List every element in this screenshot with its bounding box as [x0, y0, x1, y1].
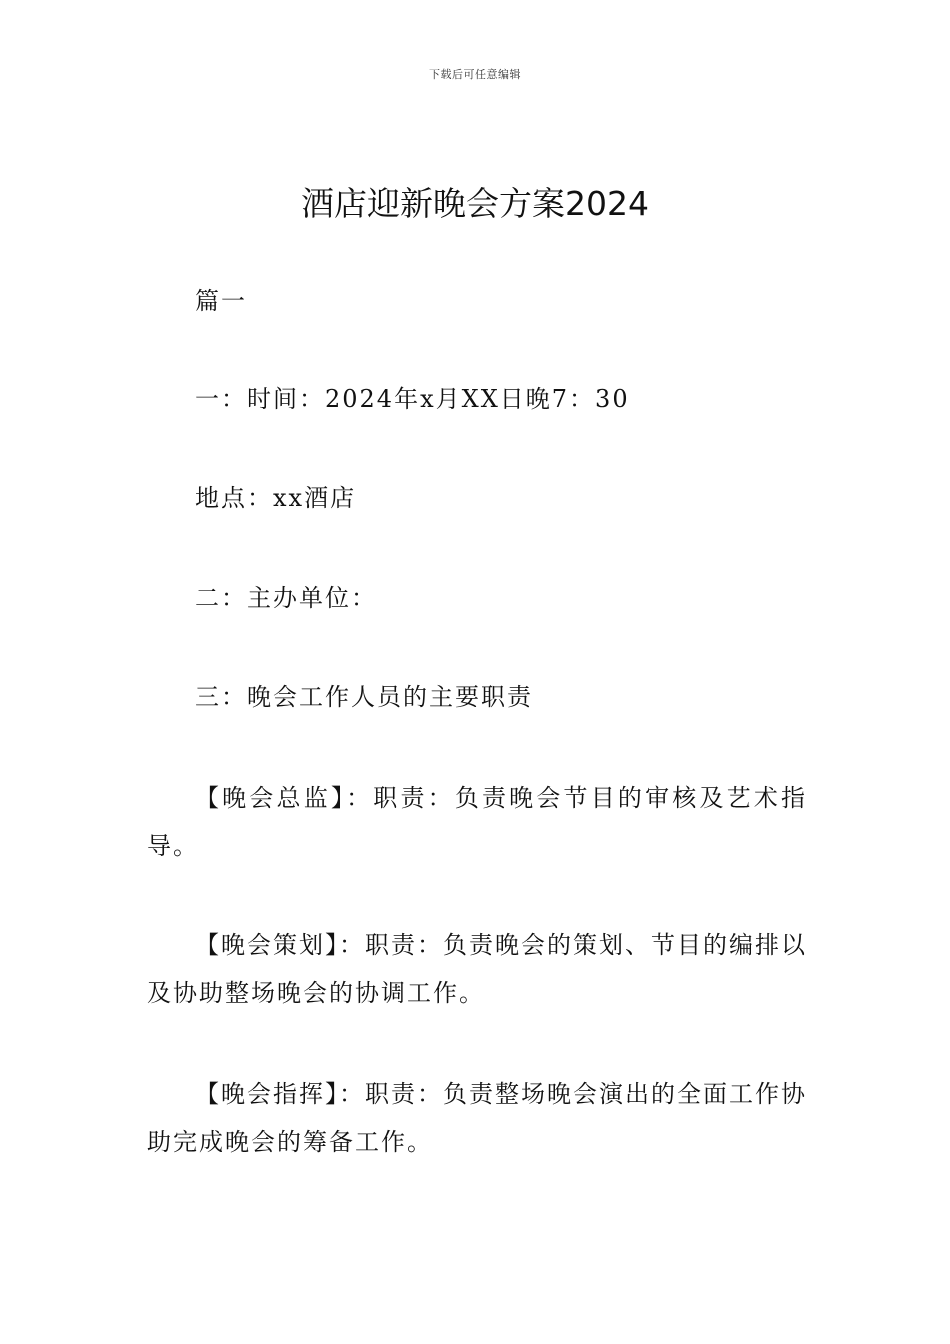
- time-line: 一：时间：2024年x月XX日晚7：30: [195, 385, 630, 413]
- staff-duties-heading: 三：晚会工作人员的主要职责: [195, 683, 533, 711]
- location-line: 地点：xx酒店: [195, 484, 357, 512]
- page-header-note: 下载后可任意编辑: [429, 68, 521, 81]
- document-title: 酒店迎新晚会方案2024: [301, 184, 649, 223]
- duty-planner: 【晚会策划】：职责：负责晚会的策划、节目的编排以及协助整场晚会的协调工作。: [147, 931, 807, 1007]
- duty-director: 【晚会总监】：职责：负责晚会节目的审核及艺术指导。: [147, 784, 807, 860]
- duty-conductor: 【晚会指挥】：职责：负责整场晚会演出的全面工作协助完成晚会的筹备工作。: [147, 1080, 807, 1156]
- organizer-line: 二：主办单位：: [195, 584, 377, 612]
- section-label: 篇一: [195, 287, 247, 315]
